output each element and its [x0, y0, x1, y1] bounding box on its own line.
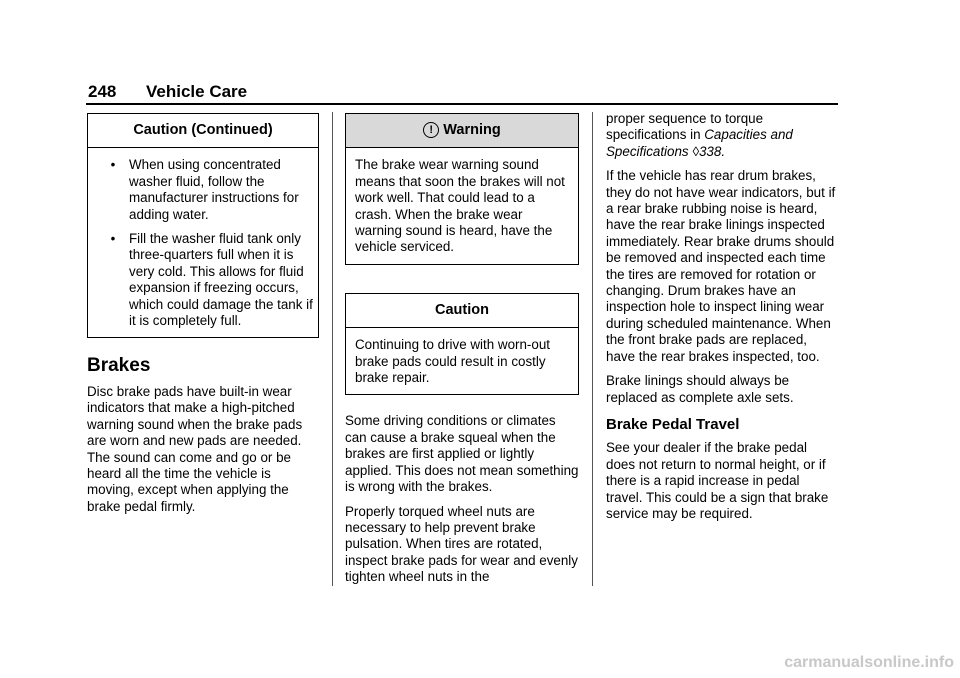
page-ref-number: 338: [698, 143, 722, 159]
warning-box: [345, 113, 579, 265]
caution-box: [345, 293, 579, 396]
bullet-item: • Fill the washer fluid tank only three-quarters full when it is very cold. This allows for fluid expansion if freezing occurs, which could damage the tank if it is completely full.: [97, 231, 314, 329]
warning-body: The brake wear warning sound means that soon the brakes will not work well. That could lead to a crash. When the brake wear warning sound is heard, have the vehicle serviced.: [355, 157, 565, 255]
brakes-heading: Brakes: [87, 355, 151, 377]
paragraph: proper sequence to torque specifications in Capacities and Specifications ◊338.: [606, 111, 793, 159]
warning-title: Warning: [443, 122, 501, 138]
column-3: [606, 111, 838, 530]
column-2: [345, 113, 579, 594]
bullet-dot: •: [110, 157, 116, 173]
caution-continued-title: Caution (Continued): [88, 114, 318, 148]
paragraph: Brake linings should always be replaced as complete axle sets.: [606, 373, 794, 405]
section-title: Vehicle Care: [146, 82, 248, 101]
brakes-paragraph: Disc brake pads have built-in wear indicators that make a high-pitched warning sound when the brake pads are worn and new pads are needed. The sound can come and go or be heard all the time the vehicle is moving, except when applying the brake pedal firmly.: [87, 383, 303, 514]
caution-title: Caution: [346, 294, 578, 328]
header-rule: [86, 103, 838, 105]
bullet-dot: •: [110, 231, 116, 247]
column-divider: [592, 112, 593, 586]
brake-pedal-travel-heading: Brake Pedal Travel: [606, 415, 740, 433]
caution-body: Continuing to drive with worn-out brake pads could result in costly brake repair.: [355, 337, 551, 386]
column-1: [87, 113, 319, 523]
paragraph: See your dealer if the brake pedal does not return to normal height, or if there is a rapid increase in pedal travel. This could be a sign that brake service may be required.: [606, 440, 829, 521]
caution-continued-body: [88, 148, 318, 337]
paragraph: If the vehicle has rear drum brakes, they do not have wear indicators, but if a rear brake rubbing noise is heard, have the rear brake linings inspected immediately. Rear brake drums should be removed and inspected each time the tires are removed for rotation or changing. Drum brakes have an inspection hole to inspect lining wear during scheduled maintenance. When the front brake pads are replaced, have the rear brakes inspected, too.: [606, 168, 836, 364]
warning-title-bar: [346, 114, 578, 148]
column-divider: [332, 112, 333, 586]
caution-continued-box: [87, 113, 319, 338]
paragraph: Some driving conditions or climates can cause a brake squeal when the brakes are first applied or lightly applied. This does not mean something is wrong with the brakes.: [345, 413, 579, 495]
page-number: 248: [88, 82, 117, 101]
bullet-item: • When using concentrated washer fluid, follow the manufacturer instructions for adding water.: [97, 157, 314, 223]
page-ref-icon: ◊: [692, 143, 699, 159]
page-header: [88, 82, 247, 102]
warning-icon: !: [423, 122, 439, 138]
watermark: carmanualsonline.info: [784, 654, 954, 671]
cross-reference-link[interactable]: Capacities and Specifications: [606, 127, 793, 159]
paragraph: Properly torqued wheel nuts are necessary to help prevent brake pulsation. When tires are rotated, inspect brake pads for wear and evenly tighten wheel nuts in the: [345, 503, 578, 585]
